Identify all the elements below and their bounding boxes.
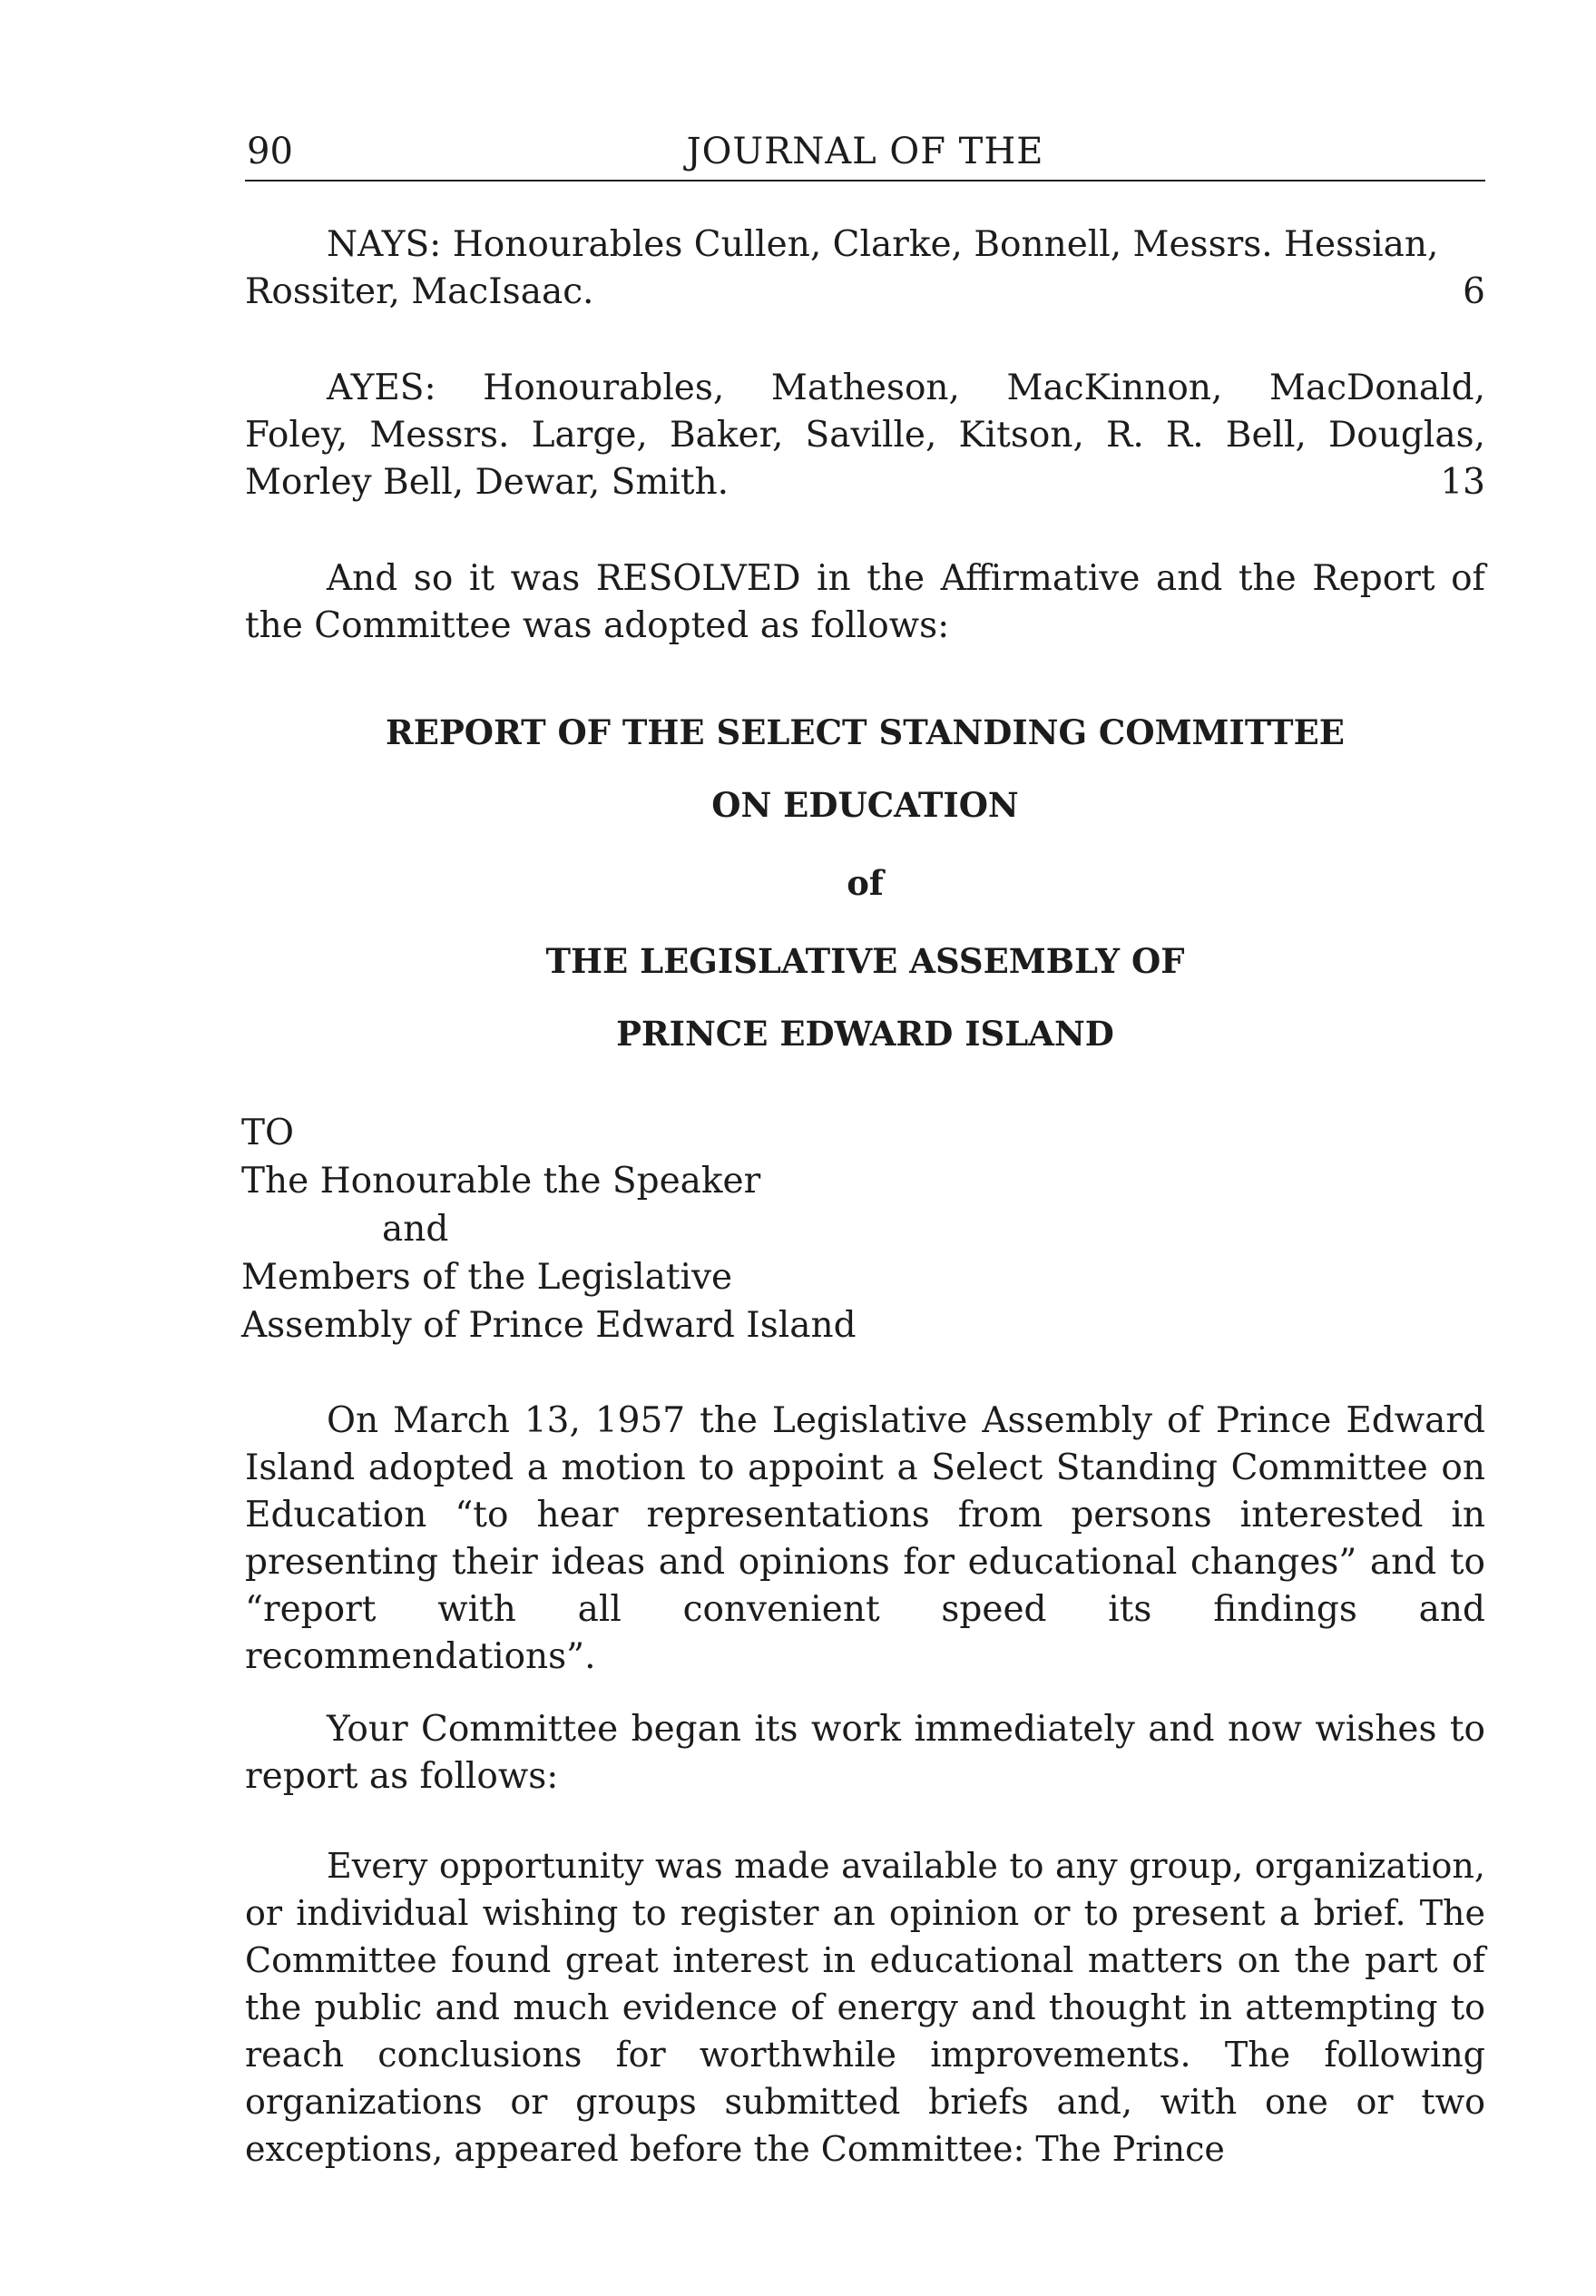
nays-line-1: NAYS: Honourables Cullen, Clarke, Bonnell, Messrs. Hessian, xyxy=(327,224,1439,265)
paragraph-committee-work: Your Committee began its work immediately and now wishes to report as follows: xyxy=(245,1709,1485,1797)
address-line-3: Assembly of Prince Edward Island xyxy=(241,1305,857,1346)
nays-line-2 xyxy=(245,269,1485,316)
paragraph-opportunity: Every opportunity was made available to any group, organization, or individual wishing to register an opinion or to present a brief. The Committee found great interest in educational matters on the part of the public and much evidence of energy and thought in attempting to reach conclusions for worthwhile improvements. The following organizations or groups submitted briefs and, with one or two exceptions, appeared before the Committee: The Prince xyxy=(245,1846,1485,2169)
ayes-names-end: Morley Bell, Dewar, Smith. xyxy=(245,462,729,503)
ayes-line-3 xyxy=(245,459,1485,506)
ayes-count: 13 xyxy=(1440,462,1485,503)
paragraph-appointment: On March 13, 1957 the Legislative Assembly of Prince Edward Island adopted a motion to appoint a Select Standing Committee on Education “to hear representations from persons interested in presenting their ideas and opinions for educational changes” and to “report with all convenient speed its findings and recommendations”. xyxy=(245,1400,1485,1677)
report-heading-line-5: PRINCE EDWARD ISLAND xyxy=(616,1014,1114,1054)
report-heading-line-1: REPORT OF THE SELECT STANDING COMMITTEE xyxy=(386,712,1345,752)
report-heading-line-2: ON EDUCATION xyxy=(711,785,1019,825)
address-block xyxy=(241,1109,857,1349)
nays-vote-record xyxy=(245,221,1485,316)
address-and: and xyxy=(382,1209,449,1250)
resolution-paragraph: And so it was RESOLVED in the Affirmative and the Report of the Committee was adopted as follows: xyxy=(245,558,1485,646)
address-to: TO xyxy=(241,1113,294,1153)
page-number: 90 xyxy=(247,131,293,172)
ayes-line-1: AYES: Honourables, Matheson, MacKinnon, MacDonald, xyxy=(327,368,1485,408)
report-heading-line-4: THE LEGISLATIVE ASSEMBLY OF xyxy=(545,941,1185,981)
ayes-line-2: Foley, Messrs. Large, Baker, Saville, Kitson, R. R. Bell, Douglas, xyxy=(245,415,1485,456)
report-heading-line-3: of xyxy=(847,863,884,903)
page-header xyxy=(245,129,1485,182)
address-line-2: Members of the Legislative xyxy=(241,1257,733,1298)
nays-names-end: Rossiter, MacIsaac. xyxy=(245,271,594,312)
running-title: JOURNAL OF THE xyxy=(686,131,1044,172)
ayes-vote-record xyxy=(245,365,1485,506)
nays-count: 6 xyxy=(1463,271,1485,312)
address-line-1: The Honourable the Speaker xyxy=(241,1161,761,1202)
